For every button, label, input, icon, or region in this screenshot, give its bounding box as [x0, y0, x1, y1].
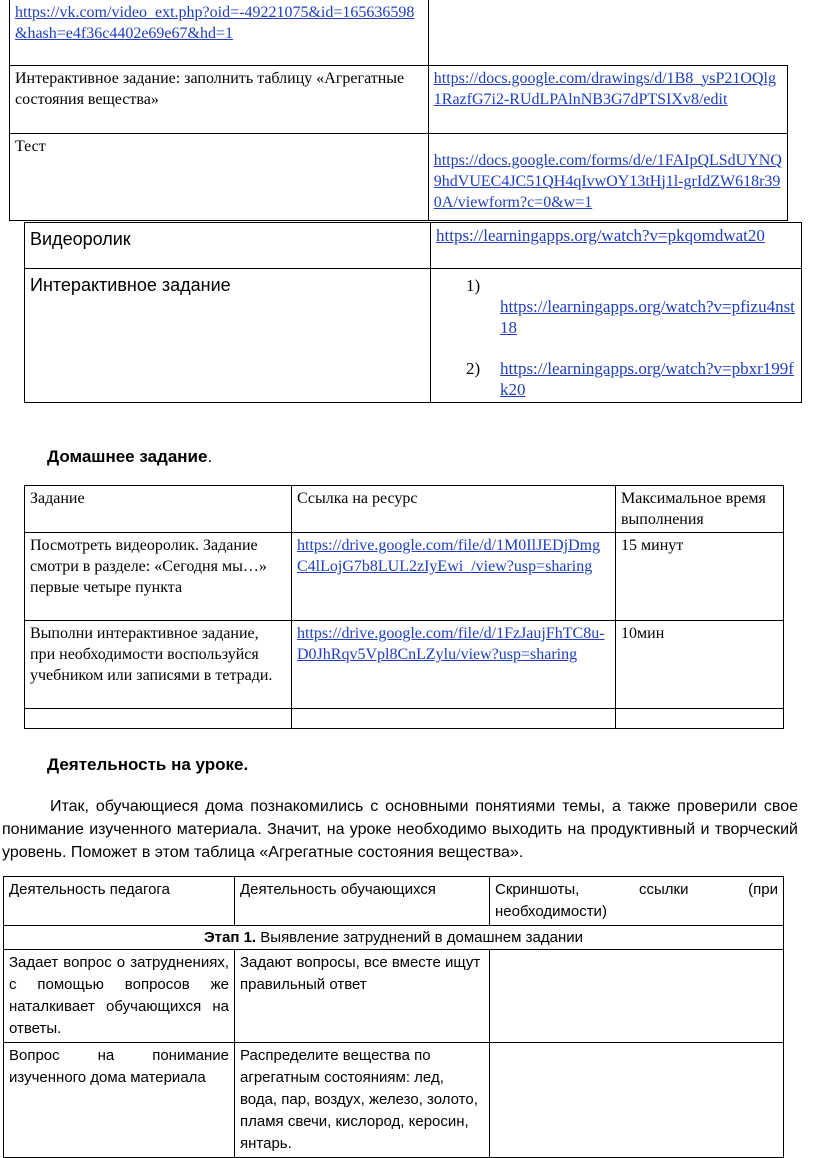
- list-item: [436, 275, 796, 338]
- task-cell: [25, 533, 292, 621]
- stage-number: Этап 1.: [204, 929, 257, 946]
- interactive-links-cell: [431, 269, 802, 403]
- header-link: [292, 486, 616, 533]
- stage-title: Выявление затруднений в домашнем задании: [256, 929, 583, 946]
- activity-table: [3, 876, 784, 1158]
- header-time: [616, 486, 784, 533]
- table-row: [25, 709, 784, 729]
- video-label: Видеоролик: [30, 229, 131, 249]
- teacher-cell: [4, 950, 235, 1043]
- activity-title: Деятельность на уроке.: [47, 755, 249, 774]
- resources-table-1: [9, 0, 788, 221]
- video-label-cell: [25, 223, 431, 269]
- activity-paragraph-text: Итак, обучающиеся дома познакомились с основными понятиями темы, а также проверили свое понимание изученного материала. Значит, на уроке необходимо выходить на продуктивный и творческий уровень. Поможет в этом таблица «Агрегатные состояния вещества».: [2, 798, 798, 861]
- task-text: Выполни интерактивное задание, при необходимости воспользуйся учебником или записями в тетради.: [30, 625, 273, 684]
- google-forms-link[interactable]: https://docs.google.com/forms/d/e/1FAIpQLSdUYNQ9hdVUEC4JC51QH4qIvwOY13tHj1l-grIdZW618r390A/viewform?c=0&w=1: [433, 151, 782, 211]
- table-row: [4, 950, 784, 1043]
- learningapps-video-cell: [431, 223, 802, 269]
- teacher-cell: [4, 1043, 235, 1158]
- header-teacher: [4, 877, 235, 926]
- resources-table-2: [24, 222, 802, 403]
- link-cell: [292, 621, 616, 709]
- header-time-label: Максимальное время выполнения: [621, 490, 766, 528]
- header-screens: [490, 877, 784, 926]
- homework-title-dot: .: [207, 447, 213, 466]
- header-task-label: Задание: [30, 490, 85, 507]
- header-teacher-label: Деятельность педагога: [9, 881, 170, 898]
- activity-paragraph: [2, 795, 798, 864]
- learningapps-link-1[interactable]: https://learningapps.org/watch?v=pfizu4nst18: [500, 297, 795, 337]
- time-text: 15 минут: [621, 537, 684, 554]
- teacher-text: Задает вопрос о затруднениях, с помощью вопросов же наталкивает обучающихся на ответы.: [9, 954, 229, 1037]
- homework-table: [24, 485, 784, 729]
- screens-cell: [490, 1043, 784, 1158]
- drive-link-2[interactable]: https://drive.google.com/file/d/1FzJaujFhTC8u-D0JhRqv5Vpl8CnLZylu/view?usp=sharing: [297, 625, 605, 663]
- vk-video-link[interactable]: https://vk.com/video_ext.php?oid=-49221075&id=165636598&hash=e4f36c4402e69e67&hd=1: [15, 4, 415, 42]
- forms-link-cell: [428, 133, 787, 220]
- test-label: Тест: [15, 137, 46, 155]
- drawings-link-cell: [428, 65, 787, 133]
- task-text: Посмотреть видеоролик. Задание смотри в разделе: «Сегодня мы…» первые четыре пункта: [30, 537, 267, 596]
- activity-heading: [47, 754, 248, 775]
- screens-cell: [490, 950, 784, 1043]
- header-screens-label: Скриншоты, ссылки (при необходимости): [495, 881, 778, 920]
- table-row: [25, 621, 784, 709]
- stage-row: [4, 926, 784, 950]
- interactive-label-cell: [25, 269, 431, 403]
- time-cell: [616, 621, 784, 709]
- header-task: [25, 486, 292, 533]
- header-students-label: Деятельность обучающихся: [240, 881, 436, 898]
- list-item: [436, 358, 796, 400]
- google-drawings-link[interactable]: https://docs.google.com/drawings/d/1B8_ysP21OQlg1RazfG7i2-RUdLPAlnNB3G7dPTSIXv8/edit: [433, 69, 776, 108]
- empty-cell: [292, 709, 616, 729]
- interactive-task-label-cell: [10, 65, 429, 133]
- learningapps-video-link[interactable]: https://learningapps.org/watch?v=pkqomdwat20: [436, 226, 765, 245]
- list-number: 1): [466, 276, 481, 295]
- empty-cell: [428, 0, 787, 65]
- interactive-task-label: Интерактивное задание: заполнить таблицу «Агрегатные состояния вещества»: [15, 69, 405, 108]
- link-cell: [292, 533, 616, 621]
- header-link-label: Ссылка на ресурс: [297, 490, 418, 507]
- task-cell: [25, 621, 292, 709]
- header-students: [235, 877, 490, 926]
- test-label-cell: [10, 133, 429, 220]
- homework-title: Домашнее задание: [47, 447, 208, 466]
- empty-cell: [616, 709, 784, 729]
- students-text: Задают вопросы, все вместе ищут правильный ответ: [240, 954, 481, 993]
- homework-heading: [47, 446, 212, 467]
- interactive-label: Интерактивное задание: [30, 275, 231, 295]
- students-text: Распределите вещества по агрегатным состояниям: лед, вода, пар, воздух, железо, золото, пламя свечи, кислород, керосин, янтарь.: [240, 1047, 478, 1152]
- empty-cell: [25, 709, 292, 729]
- video-link-cell: [10, 0, 429, 65]
- table-row: [25, 533, 784, 621]
- teacher-text: Вопрос на понимание изученного дома материала: [9, 1047, 229, 1086]
- drive-link-1[interactable]: https://drive.google.com/file/d/1M0IlJEDjDmgC4lLojG7b8LUL2zIyEwi_/view?usp=sharing: [297, 537, 601, 575]
- table-row: [4, 1043, 784, 1158]
- list-number: 2): [466, 359, 481, 378]
- learningapps-link-2[interactable]: https://learningapps.org/watch?v=pbxr199fk20: [500, 359, 794, 399]
- time-cell: [616, 533, 784, 621]
- students-cell: [235, 1043, 490, 1158]
- time-text: 10мин: [621, 625, 665, 642]
- students-cell: [235, 950, 490, 1043]
